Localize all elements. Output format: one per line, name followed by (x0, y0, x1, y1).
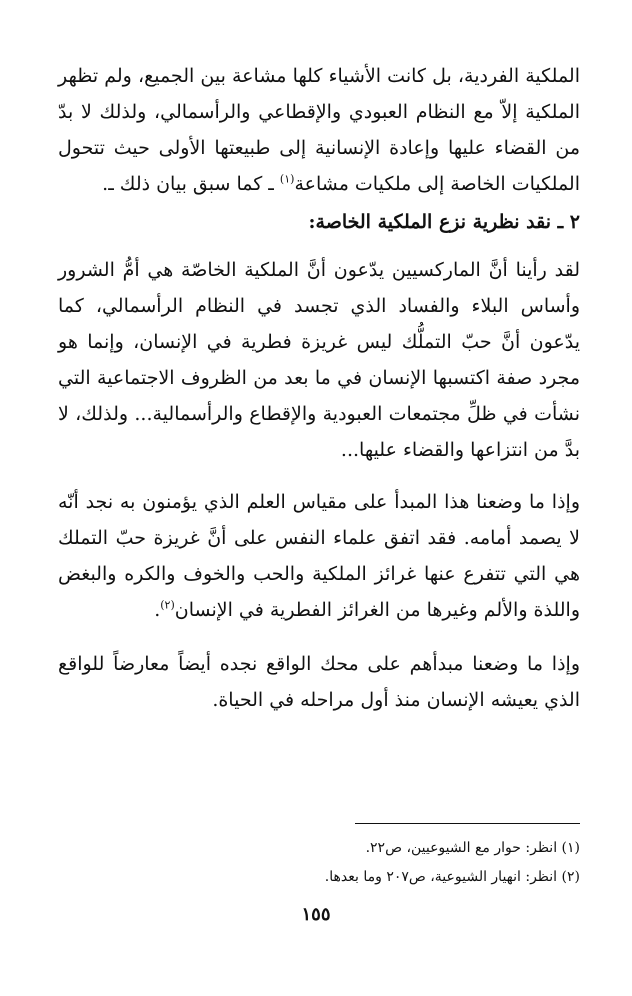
footnote-ref-2: (٢) (160, 598, 175, 612)
footnote-1: (١) انظر: حوار مع الشيوعيين، ص٢٢. (365, 840, 580, 856)
paragraph-2: لقد رأينا أنَّ الماركسيين يدّعون أنَّ الملكية الخاصّة هي أمُّ الشرور وأساس البلاء والفساد الذي تجسد في النظام الرأسمالي، كما يدّعون أنَّ حبّ التملُّك ليس غريزة فطرية في الإنسان، وإنما هو مجرد صفة اكتسبها الإنسان في ما بعد من الظروف الاجتماعية التي نشأت في ظلِّ مجتمعات العبودية والإقطاع والرأسمالية... ولذلك، لا بدَّ من انتزاعها والقضاء عليها... (58, 259, 580, 461)
paragraph-4: وإذا ما وضعنا مبدأهم على محك الواقع نجده أيضاً معارضاً للواقع الذي يعيشه الإنسان منذ أول مراحله في الحياة. (58, 653, 580, 711)
footnote-2: (٢) انظر: انهيار الشيوعية، ص٢٠٧ وما بعدها. (324, 869, 580, 885)
page-number: ١٥٥ (301, 904, 331, 925)
footnote-divider (355, 823, 580, 824)
paragraph-3 (58, 484, 580, 628)
paragraph-3-tail: . (154, 599, 161, 621)
footnote-ref-1: (١) (279, 172, 295, 186)
paragraph-1-text: الملكية الفردية، بل كانت الأشياء كلها مشاعة بين الجميع، ولم تظهر الملكية إلاّ مع النظام العبودي والإقطاعي والرأسمالي، ولذلك لا بدّ من القضاء عليها وإعادة الإنسانية إلى طبيعتها الأولى حيث تتحول الملكيات الخاصة إلى ملكيات مشاعة (58, 65, 580, 195)
paragraph-1-tail: ـ كما سبق بيان ذلك ـ. (102, 173, 280, 195)
section-heading: ٢ ـ نقد نظرية نزع الملكية الخاصة: (308, 211, 580, 233)
footnotes (58, 834, 580, 892)
paragraph-3-text: وإذا ما وضعنا هذا المبدأ على مقياس العلم الذي يؤمنون به نجد أنّه لا يصمد أمامه. فقد اتفق علماء النفس على أنَّ غريزة حبّ التملك هي التي تتفرع عنها غرائز الملكية والحب والخوف والكره والبغض واللذة والألم وغيرها من الغرائز الفطرية في الإنسان (58, 491, 580, 621)
paragraph-1 (58, 58, 580, 202)
